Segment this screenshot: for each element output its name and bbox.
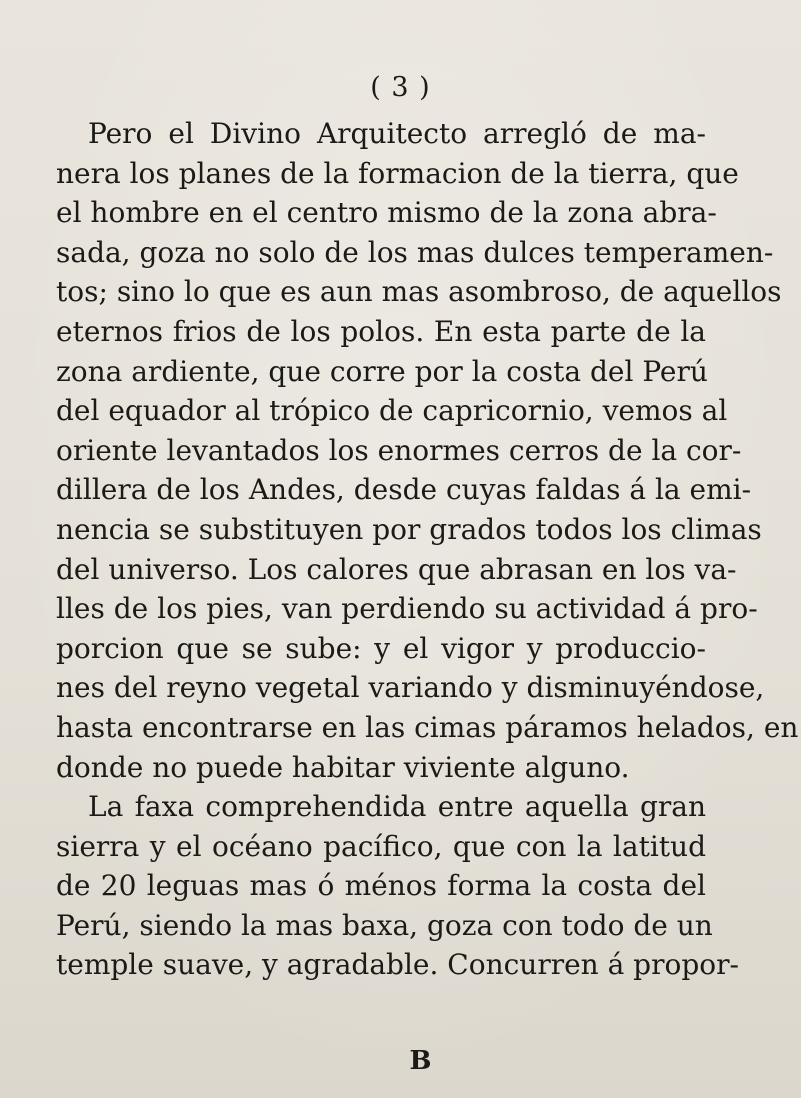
text-line: tos; sino lo que es aun mas asombroso, de aquellos [56, 275, 782, 309]
text-line: dillera de los Andes, desde cuyas faldas á la emi- [56, 473, 752, 507]
signature-mark: B [409, 1046, 432, 1076]
text-line: nencia se substituyen por grados todos los climas [56, 512, 762, 546]
text-line: del universo. Los calores que abrasan en los va- [56, 552, 737, 586]
text-line: temple suave, y agradable. Concurren á propor- [56, 948, 739, 982]
text-line: Perú, siendo la mas baxa, goza con todo de un [56, 908, 713, 942]
text-line: porcion que se sube: y el vigor y produccio- [56, 631, 706, 665]
text-line: oriente levantados los enormes cerros de la cor- [56, 433, 742, 467]
text-line: donde no puede habitar viviente alguno. [56, 750, 630, 784]
text-line: Pero el Divino Arquitecto arregló de ma- [88, 117, 706, 150]
text-line: de 20 leguas mas ó ménos forma la costa del [56, 869, 706, 903]
text-line: La faxa comprehendida entre aquella gran [88, 790, 706, 824]
text-line: nera los planes de la formacion de la tierra, que [56, 156, 739, 190]
text-line: sada, goza no solo de los mas dulces temperamen- [56, 235, 774, 269]
text-line: sierra y el océano pacífico, que con la latitud [56, 829, 706, 863]
text-line: lles de los pies, van perdiendo su actividad á pro- [56, 592, 758, 626]
body-text [56, 114, 799, 985]
text-line: nes del reyno vegetal variando y disminuyéndose, [56, 671, 765, 705]
text-line: hasta encontrarse en las cimas páramos helados, en [56, 710, 799, 744]
page-number: ( 3 ) [370, 72, 431, 103]
text-line: zona ardiente, que corre por la costa del Perú [56, 354, 708, 388]
text-line: eternos frios de los polos. En esta parte de la [56, 314, 706, 348]
text-line: el hombre en el centro mismo de la zona abra- [56, 196, 717, 230]
text-line: del equador al trópico de capricornio, vemos al [56, 394, 728, 428]
